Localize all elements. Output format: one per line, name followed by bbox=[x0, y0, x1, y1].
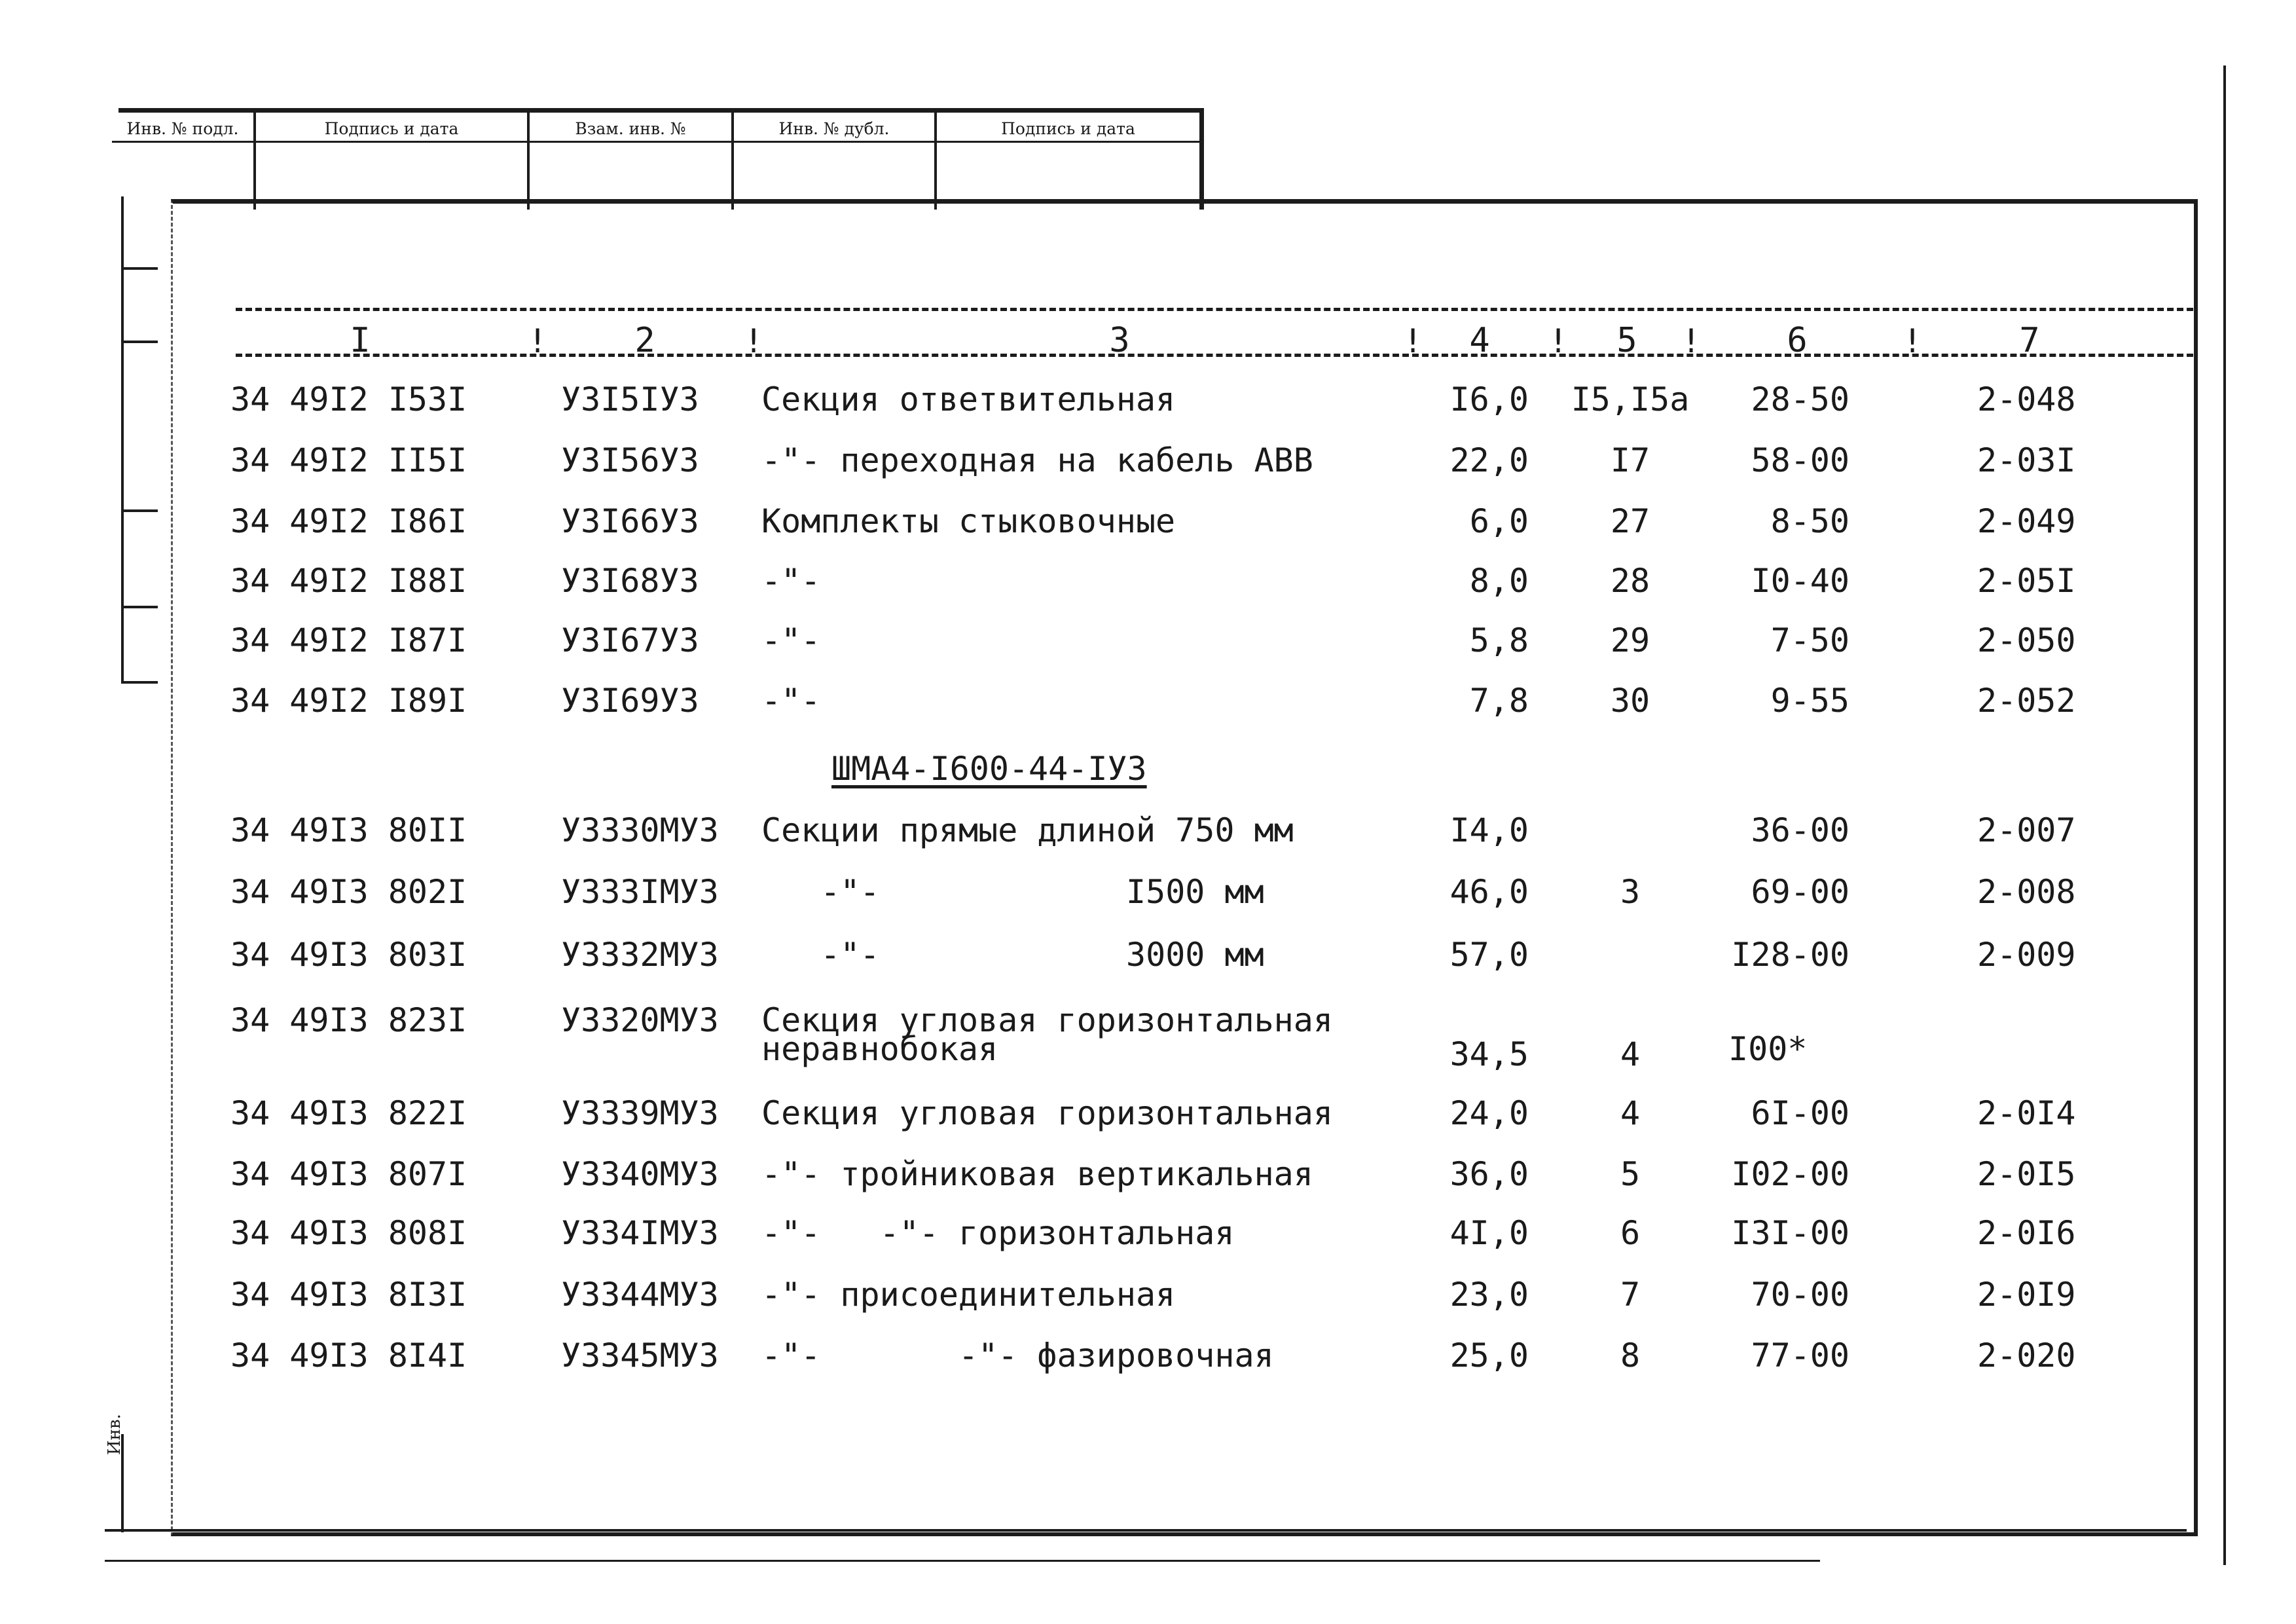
col-header-3: 3 bbox=[1109, 321, 1130, 360]
cell-sheet: 30 bbox=[1610, 682, 1650, 720]
cell-mark: У3I66У3 bbox=[561, 502, 699, 540]
cell-code: 34 49I2 I87I bbox=[230, 621, 467, 659]
cell-code: 34 49I2 I53I bbox=[230, 380, 467, 418]
cell-ref: 2-03I bbox=[1977, 441, 2076, 479]
cell-weight: 24,0 bbox=[1449, 1094, 1529, 1132]
cell-name: -"- bbox=[761, 682, 821, 720]
cell-name: -"- -"- горизонтальная bbox=[761, 1214, 1235, 1252]
cell-price: I02-00 bbox=[1731, 1155, 1850, 1193]
col-header-4: 4 bbox=[1469, 321, 1490, 360]
cell-code: 34 49I3 808I bbox=[230, 1214, 467, 1252]
cell-name: Секции прямые длиной 750 мм bbox=[761, 811, 1294, 849]
table-row bbox=[0, 1213, 2296, 1253]
cell-price: I00* bbox=[1728, 1030, 1808, 1068]
margin-tick bbox=[121, 341, 158, 343]
cell-weight: 5,8 bbox=[1469, 621, 1529, 659]
cell-name: -"- присоединительная bbox=[761, 1276, 1176, 1314]
cell-sheet: 8 bbox=[1620, 1337, 1641, 1375]
cell-ref: 2-007 bbox=[1977, 811, 2076, 849]
cell-mark: У333IМУ3 bbox=[561, 873, 719, 911]
cell-weight: 34,5 bbox=[1449, 1035, 1529, 1073]
cell-weight: 7,8 bbox=[1469, 682, 1529, 720]
cell-name: -"- -"- фазировочная bbox=[761, 1337, 1274, 1375]
table-row bbox=[0, 380, 2296, 419]
stamp-cell-inv-dubl bbox=[734, 113, 937, 210]
table-row bbox=[0, 1275, 2296, 1314]
cell-price: 28-50 bbox=[1751, 380, 1850, 418]
table-row bbox=[0, 502, 2296, 541]
cell-code: 34 49I2 I88I bbox=[230, 562, 467, 600]
cell-code: 34 49I3 822I bbox=[230, 1094, 467, 1132]
cell-mark: У334IМУ3 bbox=[561, 1214, 719, 1252]
margin-note: Инв. bbox=[105, 1414, 124, 1455]
stamp-label: Инв. № дубл. bbox=[778, 119, 890, 138]
cell-price: 36-00 bbox=[1751, 811, 1850, 849]
cell-name-extension: 3000 мм bbox=[1126, 936, 1264, 974]
col-header-6: 6 bbox=[1787, 321, 1808, 360]
header-rule-top bbox=[236, 308, 2193, 311]
col-header-1: I bbox=[350, 321, 371, 360]
cell-mark: У3340МУ3 bbox=[561, 1155, 719, 1193]
cell-name-line2: неравнобокая bbox=[761, 1030, 998, 1068]
stamp-label: Инв. № подл. bbox=[126, 119, 239, 138]
col-header-5: 5 bbox=[1616, 321, 1637, 360]
cell-name: -"- переходная на кабель АВВ bbox=[761, 441, 1313, 479]
cell-weight: 6,0 bbox=[1469, 502, 1529, 540]
stamp-divider bbox=[530, 141, 731, 143]
col-separator: ! bbox=[528, 322, 548, 360]
cell-name: Секция угловая горизонтальная bbox=[761, 1001, 1333, 1039]
col-separator: ! bbox=[744, 322, 764, 360]
cell-ref: 2-049 bbox=[1977, 502, 2076, 540]
cell-sheet: 4 bbox=[1620, 1035, 1641, 1073]
table-row bbox=[0, 935, 2296, 974]
cell-sheet: 28 bbox=[1610, 562, 1650, 600]
cell-name: -"- тройниковая вертикальная bbox=[761, 1155, 1313, 1193]
cell-price: 77-00 bbox=[1751, 1337, 1850, 1375]
cell-price: I28-00 bbox=[1731, 936, 1850, 974]
cell-name: -"- bbox=[761, 936, 880, 974]
stamp-label: Подпись и дата bbox=[324, 119, 459, 138]
cell-code: 34 49I3 802I bbox=[230, 873, 467, 911]
table-row bbox=[0, 681, 2296, 720]
cell-name: Комплекты стыковочные bbox=[761, 502, 1176, 540]
cell-mark: У3I67У3 bbox=[561, 621, 699, 659]
cell-sheet: 27 bbox=[1610, 502, 1650, 540]
stamp-label: Подпись и дата bbox=[1001, 119, 1135, 138]
col-separator: ! bbox=[1548, 322, 1569, 360]
stamp-label: Взам. инв. № bbox=[575, 119, 686, 138]
cell-ref: 2-0I9 bbox=[1977, 1276, 2076, 1314]
stamp-cell-signature-date-1 bbox=[256, 113, 530, 210]
table-row-multiline bbox=[0, 1001, 2296, 1079]
cell-price: 69-00 bbox=[1751, 873, 1850, 911]
cell-ref: 2-052 bbox=[1977, 682, 2076, 720]
cell-weight: 23,0 bbox=[1449, 1276, 1529, 1314]
cell-mark: У3I56У3 bbox=[561, 441, 699, 479]
cell-mark: У3345МУ3 bbox=[561, 1337, 719, 1375]
cell-price: 70-00 bbox=[1751, 1276, 1850, 1314]
cell-weight: 4I,0 bbox=[1449, 1214, 1529, 1252]
table-row bbox=[0, 1336, 2296, 1375]
cell-ref: 2-050 bbox=[1977, 621, 2076, 659]
cell-weight: 36,0 bbox=[1449, 1155, 1529, 1193]
cell-code: 34 49I3 8I3I bbox=[230, 1276, 467, 1314]
cell-mark: У3332МУ3 bbox=[561, 936, 719, 974]
cell-sheet: 6 bbox=[1620, 1214, 1641, 1252]
cell-code: 34 49I2 I86I bbox=[230, 502, 467, 540]
table-row bbox=[0, 872, 2296, 912]
cell-sheet: 29 bbox=[1610, 621, 1650, 659]
cell-ref: 2-048 bbox=[1977, 380, 2076, 418]
cell-sheet: I5,I5a bbox=[1571, 380, 1690, 418]
cell-code: 34 49I3 8I4I bbox=[230, 1337, 467, 1375]
stamp-divider bbox=[734, 141, 934, 143]
cell-sheet: I7 bbox=[1610, 441, 1650, 479]
col-header-2: 2 bbox=[634, 321, 655, 360]
cell-sheet: 5 bbox=[1620, 1155, 1641, 1193]
bottom-rule-lower bbox=[105, 1560, 1820, 1562]
stamp-cell-signature-date-2 bbox=[937, 113, 1204, 210]
table-row bbox=[0, 811, 2296, 850]
cell-ref: 2-05I bbox=[1977, 562, 2076, 600]
cell-price: 6I-00 bbox=[1751, 1094, 1850, 1132]
stamp-cell-vzam-inv bbox=[530, 113, 734, 210]
cell-mark: У3I69У3 bbox=[561, 682, 699, 720]
col-separator: ! bbox=[1903, 322, 1923, 360]
cell-ref: 2-0I6 bbox=[1977, 1214, 2076, 1252]
cell-name: Секция ответвительная bbox=[761, 380, 1176, 418]
cell-mark: У3330МУ3 bbox=[561, 811, 719, 849]
cell-sheet: 4 bbox=[1620, 1094, 1641, 1132]
stamp-divider bbox=[256, 141, 527, 143]
section-title: ШМА4-I600-44-IУ3 bbox=[831, 750, 1147, 788]
cell-sheet: 7 bbox=[1620, 1276, 1641, 1314]
cell-weight: I6,0 bbox=[1449, 380, 1529, 418]
cell-ref: 2-020 bbox=[1977, 1337, 2076, 1375]
cell-ref: 2-0I5 bbox=[1977, 1155, 2076, 1193]
cell-weight: 57,0 bbox=[1449, 936, 1529, 974]
cell-mark: У3320МУ3 bbox=[561, 1001, 719, 1039]
cell-name: Секция угловая горизонтальная bbox=[761, 1094, 1333, 1132]
table-row bbox=[0, 1154, 2296, 1194]
cell-price: I3I-00 bbox=[1731, 1214, 1850, 1252]
cell-weight: 8,0 bbox=[1469, 562, 1529, 600]
cell-mark: У3344МУ3 bbox=[561, 1276, 719, 1314]
table-row bbox=[0, 561, 2296, 600]
cell-name-extension: I500 мм bbox=[1126, 873, 1264, 911]
table-row bbox=[0, 621, 2296, 660]
cell-weight: 46,0 bbox=[1449, 873, 1529, 911]
cell-name: -"- bbox=[761, 873, 880, 911]
cell-sheet: 3 bbox=[1620, 873, 1641, 911]
cell-code: 34 49I3 807I bbox=[230, 1155, 467, 1193]
cell-mark: У3I68У3 bbox=[561, 562, 699, 600]
cell-code: 34 49I3 80II bbox=[230, 811, 467, 849]
cell-mark: У3339МУ3 bbox=[561, 1094, 719, 1132]
cell-price: 8-50 bbox=[1770, 502, 1850, 540]
cell-code: 34 49I2 II5I bbox=[230, 441, 467, 479]
cell-weight: I4,0 bbox=[1449, 811, 1529, 849]
cell-code: 34 49I3 803I bbox=[230, 936, 467, 974]
stamp-cell-inv-podl bbox=[112, 113, 256, 210]
cell-code: 34 49I3 823I bbox=[230, 1001, 467, 1039]
cell-mark: У3I5IУ3 bbox=[561, 380, 699, 418]
table-row bbox=[0, 1094, 2296, 1133]
stamp-block bbox=[118, 108, 1204, 210]
margin-tick bbox=[121, 606, 158, 608]
cell-ref: 2-0I4 bbox=[1977, 1094, 2076, 1132]
cell-price: 7-50 bbox=[1770, 621, 1850, 659]
col-header-7: 7 bbox=[2019, 321, 2040, 360]
col-separator: ! bbox=[1681, 322, 1702, 360]
table-row bbox=[0, 441, 2296, 480]
cell-price: 58-00 bbox=[1751, 441, 1850, 479]
cell-ref: 2-009 bbox=[1977, 936, 2076, 974]
cell-price: I0-40 bbox=[1751, 562, 1850, 600]
col-separator: ! bbox=[1403, 322, 1423, 360]
stamp-divider bbox=[937, 141, 1199, 143]
cell-name: -"- bbox=[761, 621, 821, 659]
cell-code: 34 49I2 I89I bbox=[230, 682, 467, 720]
cell-ref: 2-008 bbox=[1977, 873, 2076, 911]
cell-weight: 22,0 bbox=[1449, 441, 1529, 479]
stamp-divider bbox=[112, 141, 253, 143]
cell-name: -"- bbox=[761, 562, 821, 600]
bottom-rule bbox=[105, 1529, 2187, 1532]
margin-tick bbox=[121, 267, 158, 270]
cell-price: 9-55 bbox=[1770, 682, 1850, 720]
cell-weight: 25,0 bbox=[1449, 1337, 1529, 1375]
